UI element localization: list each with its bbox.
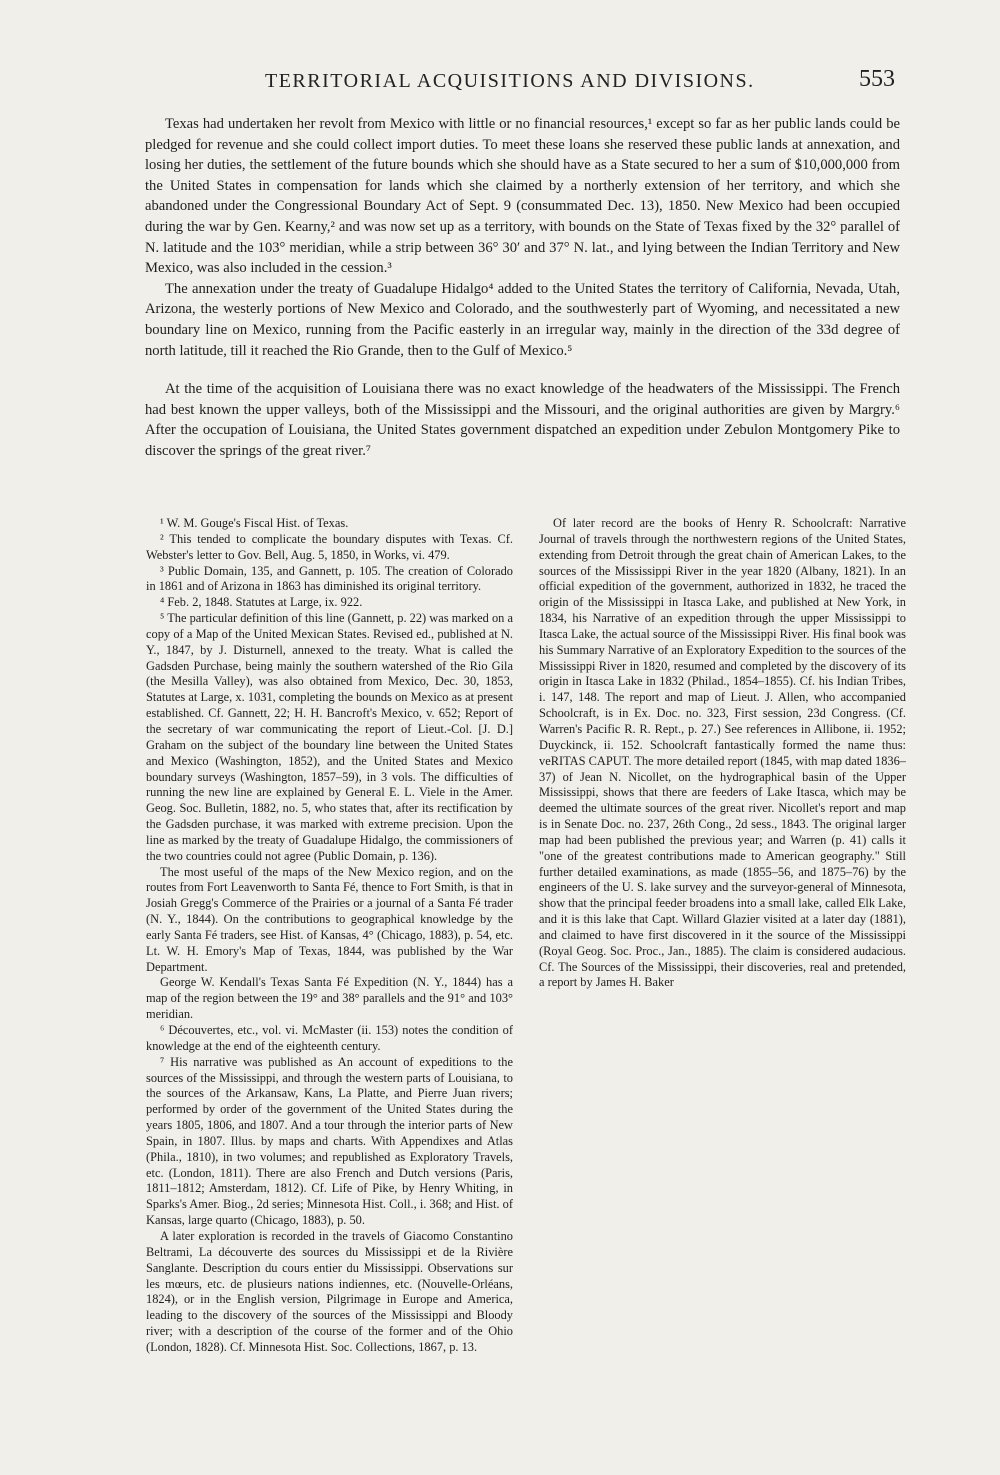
- footnote: ³ Public Domain, 135, and Gannett, p. 105. The creation of Colorado in 1861 and of Arizona in 1863 has diminished its original territory.: [146, 563, 513, 594]
- footnote-paragraph: George W. Kendall's Texas Santa Fé Expedition (N. Y., 1844) has a map of the region between the 19° and 38° parallels and the 91° and 103° meridian.: [146, 975, 513, 1022]
- page-header: [145, 66, 905, 102]
- footnote-paragraph: The most useful of the maps of the New Mexico region, and on the routes from Fort Leavenworth to Santa Fé, thence to Fort Smith, is that in Josiah Gregg's Commerce of the Prairies or a journal of a Santa Fé trader (N. Y., 1844). On the contributions to geographical knowledge by the early Santa Fé traders, see Hist. of Kansas, 4° (Chicago, 1883), p. 54, etc. Lt. W. H. Emory's Map of Texas, 1844, was published by the War Department.: [146, 864, 513, 974]
- footnote: ² This tended to complicate the boundary disputes with Texas. Cf. Webster's letter to Gov. Bell, Aug. 5, 1850, in Works, vi. 479.: [146, 531, 513, 562]
- footnote-paragraph: Of later record are the books of Henry R. Schoolcraft: Narrative Journal of travels through the northwestern regions of the United States, extending from Detroit through the great chain of American Lakes, to the sources of the Mississippi River in the year 1820 (Albany, 1821). In an official expedition of the government, authorized in 1832, he traced the origin of the Mississippi in Itasca Lake, and published at New York, in 1834, his Narrative of an expedition through the upper Mississippi to Itasca Lake, the actual source of the Mississippi River. His final book was his Summary Narrative of an Exploratory Expedition to the sources of the Mississippi River in 1820, resumed and completed by the discovery of its origin in Itasca Lake in 1832 (Philad., 1854–1855). Cf. his Indian Tribes, i. 147, 148. The report and map of Lieut. J. Allen, who accompanied Schoolcraft, is in Ex. Doc. no. 323, First session, 23d Congress. (Cf. Warren's Pacific R. R. Rept., p. 27.) See references in Allibone, ii. 1952; Duyckinck, ii. 152. Schoolcraft fantastically formed the name thus: veRITAS CAPUT. The more detailed report (1845, with map dated 1836–37) of Jean N. Nicollet, on the hydrographical basin of the Upper Mississippi, shows that there are feeders of Lake Itasca, which may be deemed the ultimate sources of the great river. Nicollet's report and map is in Senate Doc. no. 237, 26th Cong., 2d sess., 1843. The original larger map had been published the previous year; and Warren (p. 41) calls it "one of the greatest contributions made to American geography." Still further detailed examinations, as made (1855–56, and 1875–76) by the engineers of the U. S. lake survey and the surveyor-general of Minnesota, show that the principal feeder broadens into a small lake, called Elk Lake, and it is this lake that Capt. Willard Glazier visited at a later day (1881), and claimed to have first discovered in it the source of the Mississippi (Royal Geog. Soc. Proc., Jan., 1885). The claim is considered audacious. Cf. The Sources of the Mississippi, their discoveries, real and pretended, a report by James H. Baker: [539, 516, 906, 990]
- main-text: [145, 114, 900, 462]
- footnote: ¹ W. M. Gouge's Fiscal Hist. of Texas.: [160, 516, 349, 530]
- page-number: 553: [859, 66, 895, 92]
- body-paragraph: The annexation under the treaty of Guadalupe Hidalgo⁴ added to the United States the territory of California, Nevada, Utah, Arizona, the westerly portions of New Mexico and Colorado, and the southwesterly part of Wyoming, and necessitated a new boundary line on Mexico, running from the Pacific easterly in an irregular way, mainly in the direction of the 33d degree of north latitude, till it reached the Rio Grande, then to the Gulf of Mexico.⁵: [145, 280, 900, 359]
- footnote: ⁷ His narrative was published as An account of expeditions to the sources of the Mississippi, and through the western parts of Louisiana, to the sources of the Arkansaw, Kans, La Platte, and Pierre Juan rivers; performed by order of the government of the United States during the years 1805, 1806, and 1807. And a tour through the interior parts of New Spain, in 1807. Illus. by maps and charts. With Appendixes and Atlas (Phila., 1810), in two volumes; and republished as Exploratory Travels, etc. (London, 1811). There are also French and Dutch versions (Paris, 1811–1812; Amsterdam, 1812). Cf. Life of Pike, by Henry Whiting, in Sparks's Amer. Biog., 2d series; Minnesota Hist. Coll., i. 368; and Hist. of Kansas, large quarto (Chicago, 1883), p. 50.: [146, 1054, 513, 1228]
- footnote: ⁵ The particular definition of this line (Gannett, p. 22) was marked on a copy of a Map of the United Mexican States. Revised ed., published at N. Y., 1847, by J. Disturnell, annexed to the treaty. What is called the Gadsden Purchase, being mainly the southern watershed of the Rio Gila (the Mesilla Valley), was also obtained from Mexico, Dec. 30, 1853, Statutes at Large, x. 1031, completing the bounds on Mexico as at present established. Cf. Gannett, 22; H. H. Bancroft's Mexico, v. 652; Report of the secretary of war communicating the report of Lieut.-Col. [J. D.] Graham on the subject of the boundary line between the United States and Mexico (Washington, 1852), and the United States and Mexico boundary surveys (Washington, 1857–59), in 3 vols. The difficulties of running the new line are explained by General E. L. Viele in the Amer. Geog. Soc. Bulletin, 1882, no. 5, who states that, after its rectification by the Gadsden purchase, it was marked with extreme precision. Upon the line as marked by the treaty of Guadalupe Hidalgo, the commissioners of the two countries could not agree (Public Domain, p. 136).: [146, 611, 513, 863]
- footnote: ⁴ Feb. 2, 1848. Statutes at Large, ix. 922.: [160, 595, 363, 610]
- footnotes: [146, 516, 906, 1371]
- body-paragraph: At the time of the acquisition of Louisiana there was no exact knowledge of the headwaters of the Mississippi. The French had best known the upper valleys, both of the Mississippi and the Missouri, and the original authorities are given by Margry.⁶ After the occupation of Louisiana, the United States government dispatched an expedition under Zebulon Montgomery Pike to discover the springs of the great river.⁷: [145, 381, 900, 459]
- body-paragraph: Texas had undertaken her revolt from Mexico with little or no financial resources,¹ except so far as her public lands could be pledged for revenue and she could collect import duties. To meet these loans she reserved these public lands at annexation, and losing her duties, the settlement of the future bounds which she should have as a State secured to her a sum of $10,000,000 from the United States in compensation for lands which she claimed by a northerly extension of her territory, and which she abandoned under the Congressional Boundary Act of Sept. 9 (consummated Dec. 13), 1850. New Mexico had been occupied during the war by Gen. Kearny,² and was now set up as a territory, with bounds on the State of Texas fixed by the 32° parallel of N. latitude and the 103° meridian, while a strip between 36° 30′ and 37° N. lat., and lying between the Indian Territory and New Mexico, was also included in the cession.³: [145, 116, 900, 277]
- running-title: TERRITORIAL ACQUISITIONS AND DIVISIONS.: [265, 70, 755, 92]
- footnote: ⁶ Découvertes, etc., vol. vi. McMaster (ii. 153) notes the condition of knowledge at the end of the eighteenth century.: [146, 1023, 513, 1053]
- footnote-paragraph: A later exploration is recorded in the travels of Giacomo Constantino Beltrami, La découverte des sources du Mississippi et de la Rivière Sanglante. Description du cours entier du Mississippi. Observations sur les mœurs, etc. de plusieurs nations indiennes, etc. (Nouvelle-Orléans, 1824), or in the English version, Pilgrimage in Europe and America, leading to the discovery of the sources of the Mississippi and Bloody river; with a description of the course of the former and of the Ohio (London, 1828). Cf. Minnesota Hist. Soc. Collections, 1867, p. 13.: [146, 1228, 513, 1354]
